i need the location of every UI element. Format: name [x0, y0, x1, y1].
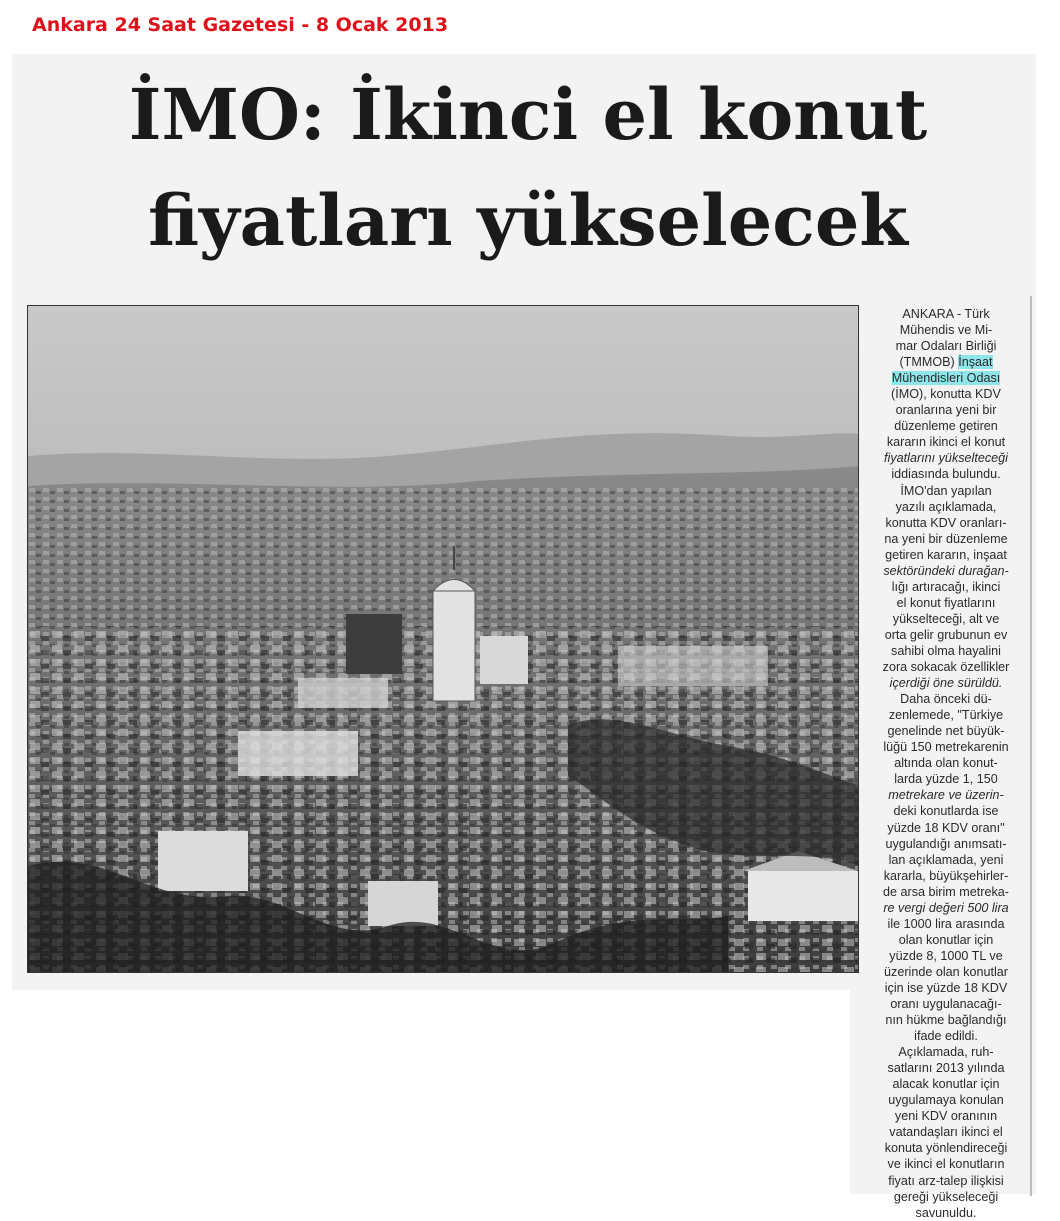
article-line: vatandaşları ikinci el — [889, 1125, 1003, 1140]
article-line: uygulandığı anımsatı- — [885, 836, 1007, 851]
article-line: satlarını 2013 yılında — [887, 1061, 1005, 1076]
article-line: yükselteceği, alt ve — [892, 611, 1000, 626]
article-line: oranlarına yeni bir — [895, 403, 997, 418]
article-line: Mühendis ve Mi- — [899, 323, 993, 338]
article-line: lan açıklamada, yeni — [888, 852, 1004, 867]
article-line: metrekare ve üzerin- — [888, 788, 1004, 803]
article-line: kararla, büyükşehirler- — [883, 868, 1009, 883]
article-line: na yeni bir düzenleme — [884, 531, 1008, 546]
article-line: fiyatı arz-talep ilişkisi — [888, 1173, 1004, 1188]
article-line: İMO'dan yapılan — [900, 483, 992, 498]
article-line: gereği yükseleceği — [893, 1189, 999, 1204]
article-line: için ise yüzde 18 KDV — [884, 980, 1008, 995]
article-line: altında olan konut- — [894, 756, 998, 771]
article-line: lığı artıracağı, ikinci — [891, 579, 1001, 594]
article-line: düzenleme getiren — [894, 419, 998, 434]
article-line: ve ikinci el konutların — [887, 1157, 1005, 1172]
article-line: ile 1000 lira arasında — [887, 916, 1005, 931]
article-line: oranı uygulanacağı- — [890, 997, 1002, 1012]
article-line: içerdiği öne sürüldü. — [889, 676, 1003, 691]
article-line: ANKARA - Türk — [902, 307, 990, 321]
article-line: savunuldu. — [915, 1205, 977, 1220]
article-line: mar Odaları Birliği — [895, 339, 997, 354]
article-line: sahibi olma hayalini — [891, 643, 1001, 658]
article-line: Mühendisleri Odası — [891, 371, 1001, 386]
article-line: lüğü 150 metrekarenin — [883, 740, 1009, 755]
article-line: alacak konutlar için — [892, 1077, 1000, 1092]
article-line: deki konutlarda ise — [893, 804, 999, 819]
article-line: ifade edildi. — [914, 1029, 978, 1044]
article-line: orta gelir grubunun ev — [884, 627, 1008, 642]
article-line: zenlemede, "Türkiye — [888, 708, 1004, 723]
article-body — [866, 306, 1026, 1221]
article-line: yüzde 8, 1000 TL ve — [889, 948, 1003, 963]
article-line: getiren kararın, inşaat — [885, 547, 1007, 562]
column-edge — [1030, 296, 1032, 1196]
article-line: genelinde net büyük- — [887, 724, 1005, 739]
article-line: olan konutlar için — [898, 932, 994, 947]
article-line: iddiasında bulundu. — [891, 467, 1001, 482]
city-panorama-photo — [27, 305, 859, 973]
article-line: (İMO), konutta KDV — [891, 387, 1001, 402]
headline — [20, 62, 1036, 274]
clipping-blank-area — [12, 990, 850, 1200]
article-line: de arsa birim metreka- — [883, 884, 1009, 899]
headline-line-1: İMO: İkinci el konut — [128, 73, 928, 156]
article-line: kararın ikinci el konut — [886, 435, 1006, 450]
article-line: larda yüzde 1, 150 — [894, 772, 998, 787]
article-line: zora sokacak özellikler — [882, 660, 1010, 675]
article-line: üzerinde olan konutlar — [884, 964, 1008, 979]
article-line: Daha önceki dü- — [900, 692, 992, 707]
article-line: re vergi değeri 500 lira — [883, 900, 1009, 915]
article-line: yazılı açıklamada, — [895, 499, 997, 514]
article-line: yüzde 18 KDV oranı" — [887, 820, 1005, 835]
article-line: Açıklamada, ruh- — [898, 1045, 994, 1060]
article-line: uygulamaya konulan — [888, 1093, 1004, 1108]
article-line: konutta KDV oranları- — [885, 515, 1007, 530]
article-line: sektöründeki durağan- — [883, 563, 1009, 578]
article-line: fiyatlarını yükselteceği — [884, 451, 1008, 466]
article-line: el konut fiyatlarını — [896, 595, 996, 610]
article-line: (TMMOB) İnşaat — [899, 355, 993, 370]
article-line: nın hükme bağlandığı — [885, 1013, 1007, 1028]
headline-line-2: fiyatları yükselecek — [148, 179, 908, 262]
article-line: konuta yönlendireceği — [884, 1141, 1008, 1156]
source-caption: Ankara 24 Saat Gazetesi - 8 Ocak 2013 — [32, 14, 449, 36]
article-line: yeni KDV oranının — [894, 1109, 998, 1124]
